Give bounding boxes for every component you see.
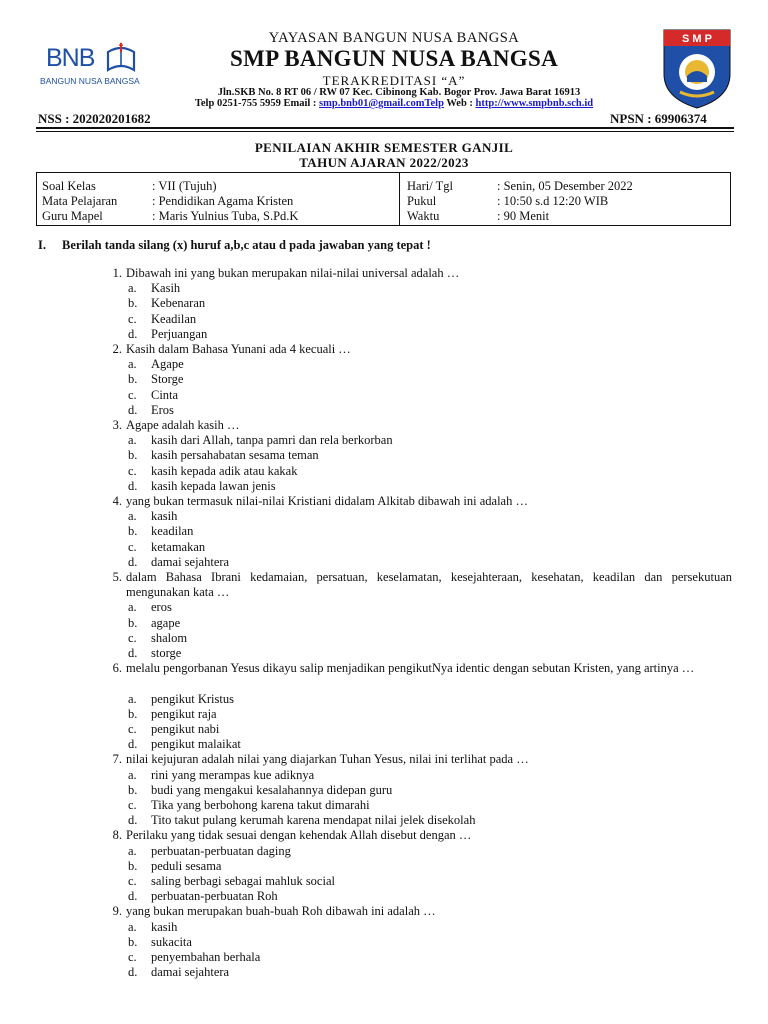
option-text: budi yang mengakui kesalahannya didepan guru bbox=[151, 782, 393, 797]
option-letter: b. bbox=[128, 372, 138, 387]
option-letter: c. bbox=[128, 539, 137, 554]
option-letter: c. bbox=[128, 463, 137, 478]
option-letter: a. bbox=[128, 843, 137, 858]
option-text: Keadilan bbox=[151, 311, 197, 326]
option-text: Kebenaran bbox=[151, 296, 206, 311]
option-text: perbuatan-perbuatan daging bbox=[151, 843, 291, 858]
option-letter: c. bbox=[128, 630, 137, 645]
question-number: 7. bbox=[112, 752, 122, 767]
info-value: : 10:50 s.d 12:20 WIB bbox=[497, 194, 609, 208]
option-text: damai sejahtera bbox=[151, 554, 230, 569]
option-text: Storge bbox=[151, 372, 184, 387]
question-number: 2. bbox=[112, 342, 122, 356]
option-text: shalom bbox=[151, 630, 188, 645]
option-text: pengikut raja bbox=[151, 706, 217, 721]
option-text: eros bbox=[151, 600, 172, 615]
question-text: Perilaku yang tidak sesuai dengan kehendak Allah disebut dengan … bbox=[126, 828, 472, 843]
info-label: Guru Mapel bbox=[42, 209, 103, 223]
option-letter: a. bbox=[128, 509, 137, 524]
question-number: 5. bbox=[112, 570, 122, 584]
option-text: Eros bbox=[151, 402, 174, 417]
option-text: peduli sesama bbox=[151, 858, 222, 873]
exam-info-box bbox=[36, 172, 731, 226]
question-text: Kasih dalam Bahasa Yunani ada 4 kecuali … bbox=[126, 342, 351, 356]
info-box-divider bbox=[399, 173, 400, 225]
question-number: 4. bbox=[112, 494, 122, 508]
option-letter: d. bbox=[128, 646, 138, 660]
option-text: kasih dari Allah, tanpa pamri dan rela berkorban bbox=[151, 433, 393, 448]
phone-label: Telp 0251-755 5959 Email : bbox=[194, 98, 320, 109]
question-number: 8. bbox=[112, 828, 122, 843]
email-link[interactable]: smp.bnb01@gmail.comTelp bbox=[319, 98, 444, 109]
question-item bbox=[0, 752, 768, 767]
option-letter: d. bbox=[128, 326, 138, 341]
option-text: Tito takut pulang kerumah karena mendapat nilai jelek disekolah bbox=[151, 813, 476, 828]
header-rule-thick bbox=[36, 127, 734, 129]
question-item bbox=[0, 494, 768, 509]
info-label: Soal Kelas bbox=[42, 179, 96, 193]
option-letter: a. bbox=[128, 691, 137, 706]
option-letter: a. bbox=[128, 767, 137, 782]
option-text: saling berbagi sebagai mahluk social bbox=[151, 874, 335, 888]
logo-left-caption: BANGUN NUSA BANGSA bbox=[40, 76, 140, 86]
question-number: 3. bbox=[112, 418, 122, 432]
npsn-number: NPSN : 69906374 bbox=[610, 111, 707, 126]
question-number: 1. bbox=[112, 266, 122, 280]
logo-right-text: S M P bbox=[682, 33, 712, 45]
question-text: yang bukan merupakan buah-buah Roh dibawah ini adalah … bbox=[126, 904, 436, 919]
option-text: ketamakan bbox=[151, 539, 206, 554]
question-text: melalu pengorbanan Yesus dikayu salip menjadikan pengikutNya identic dengan sebutan Kristen, yang artinya … bbox=[126, 661, 695, 676]
option-text: rini yang merampas kue adiknya bbox=[151, 767, 315, 782]
question-item bbox=[0, 661, 768, 691]
option-text: Perjuangan bbox=[151, 326, 208, 341]
option-text: pengikut nabi bbox=[151, 722, 220, 736]
nss-number: NSS : 202020201682 bbox=[38, 111, 151, 126]
web-label: Web : bbox=[443, 98, 476, 109]
school-logo-right bbox=[660, 26, 734, 110]
option-letter: a. bbox=[128, 281, 137, 296]
option-letter: c. bbox=[128, 311, 137, 326]
option-letter: d. bbox=[128, 737, 138, 752]
info-value: : Pendidikan Agama Kristen bbox=[152, 194, 294, 208]
question-item bbox=[0, 828, 768, 843]
option-letter: c. bbox=[128, 874, 137, 888]
option-text: keadilan bbox=[151, 524, 194, 539]
school-name: SMP BANGUN NUSA BANGSA bbox=[229, 46, 558, 71]
exam-title: PENILAIAN AKHIR SEMESTER GANJIL bbox=[254, 140, 514, 155]
option-letter: b. bbox=[128, 934, 138, 949]
option-text: kasih bbox=[151, 509, 178, 524]
question-text: Dibawah ini yang bukan merupakan nilai-nilai universal adalah … bbox=[126, 266, 460, 280]
question-text: Agape adalah kasih … bbox=[126, 418, 240, 432]
info-value: : VII (Tujuh) bbox=[152, 179, 217, 193]
option-letter: a. bbox=[128, 433, 137, 448]
foundation-name: YAYASAN BANGUN NUSA BANGSA bbox=[268, 30, 520, 46]
option-letter: b. bbox=[128, 706, 138, 721]
section-number: I. bbox=[38, 238, 46, 252]
option-letter: c. bbox=[128, 798, 137, 812]
question-text: yang bukan termasuk nilai-nilai Kristiani didalam Alkitab dibawah ini adalah … bbox=[126, 494, 528, 508]
option-letter: a. bbox=[128, 600, 137, 615]
option-text: perbuatan-perbuatan Roh bbox=[151, 889, 278, 904]
website-link[interactable]: http://www.smpbnb.sch.id bbox=[475, 98, 594, 109]
option-text: Tika yang berbohong karena takut dimarahi bbox=[151, 798, 370, 812]
letterhead bbox=[0, 0, 768, 130]
option-letter: c. bbox=[128, 950, 137, 964]
question-text: nilai kejujuran adalah nilai yang diajarkan Tuhan Yesus, nilai ini terlihat pada … bbox=[126, 752, 529, 767]
info-value: : Senin, 05 Desember 2022 bbox=[497, 179, 633, 193]
logo-left-text: BNB bbox=[46, 44, 95, 72]
option-text: kasih persahabatan sesama teman bbox=[151, 448, 319, 463]
option-text: Kasih bbox=[151, 281, 181, 296]
school-contact bbox=[0, 98, 768, 109]
school-shield-emblem-icon bbox=[660, 26, 734, 110]
question-item bbox=[0, 266, 768, 281]
option-letter: d. bbox=[128, 965, 138, 980]
question-item bbox=[0, 418, 768, 433]
option-letter: c. bbox=[128, 722, 137, 736]
option-letter: b. bbox=[128, 615, 138, 630]
option-letter: d. bbox=[128, 478, 138, 493]
info-label: Hari/ Tgl bbox=[407, 179, 453, 193]
option-letter: d. bbox=[128, 889, 138, 904]
question-number: 6. bbox=[112, 661, 122, 676]
question-item bbox=[0, 342, 768, 357]
school-address: Jln.SKB No. 8 RT 06 / RW 07 Kec. Cibinong Kab. Bogor Prov. Jawa Barat 16913 bbox=[217, 87, 581, 98]
info-value: : 90 Menit bbox=[497, 209, 550, 223]
accreditation: TERAKREDITASI “A” bbox=[322, 73, 466, 88]
option-text: agape bbox=[151, 615, 181, 630]
option-letter: a. bbox=[128, 919, 137, 934]
option-text: penyembahan berhala bbox=[151, 950, 261, 964]
info-label: Mata Pelajaran bbox=[42, 194, 118, 208]
option-text: kasih bbox=[151, 919, 178, 934]
option-text: pengikut Kristus bbox=[151, 691, 234, 706]
option-text: damai sejahtera bbox=[151, 965, 230, 980]
option-letter: d. bbox=[128, 402, 138, 417]
option-letter: b. bbox=[128, 858, 138, 873]
info-value: : Maris Yulnius Tuba, S.Pd.K bbox=[152, 209, 299, 223]
info-label: Waktu bbox=[407, 209, 440, 223]
option-text: sukacita bbox=[151, 934, 192, 949]
option-text: kasih kepada lawan jenis bbox=[151, 478, 276, 493]
header-rule-thin bbox=[36, 131, 734, 132]
question-number: 9. bbox=[112, 904, 122, 919]
option-text: Agape bbox=[151, 357, 184, 372]
option-text: storge bbox=[151, 646, 182, 660]
academic-year: TAHUN AJARAN 2022/2023 bbox=[299, 155, 469, 170]
info-label: Pukul bbox=[407, 194, 437, 208]
option-text: kasih kepada adik atau kakak bbox=[151, 463, 298, 478]
option-text: pengikut malaikat bbox=[151, 737, 241, 752]
question-item bbox=[0, 904, 768, 919]
option-letter: d. bbox=[128, 813, 138, 828]
question-item bbox=[0, 570, 768, 600]
option-letter: c. bbox=[128, 387, 137, 402]
option-letter: b. bbox=[128, 782, 138, 797]
option-letter: b. bbox=[128, 296, 138, 311]
option-letter: a. bbox=[128, 357, 137, 372]
question-text: dalam Bahasa Ibrani kedamaian, persatuan, keselamatan, kesejahteraan, kesehatan, keadilan dan persekutuan mengunakan kata … bbox=[126, 570, 732, 599]
option-letter: d. bbox=[128, 554, 138, 569]
option-text: Cinta bbox=[151, 387, 179, 402]
option-letter: b. bbox=[128, 448, 138, 463]
instruction-text: Berilah tanda silang (x) huruf a,b,c atau d pada jawaban yang tepat ! bbox=[62, 238, 431, 252]
option-letter: b. bbox=[128, 524, 138, 539]
